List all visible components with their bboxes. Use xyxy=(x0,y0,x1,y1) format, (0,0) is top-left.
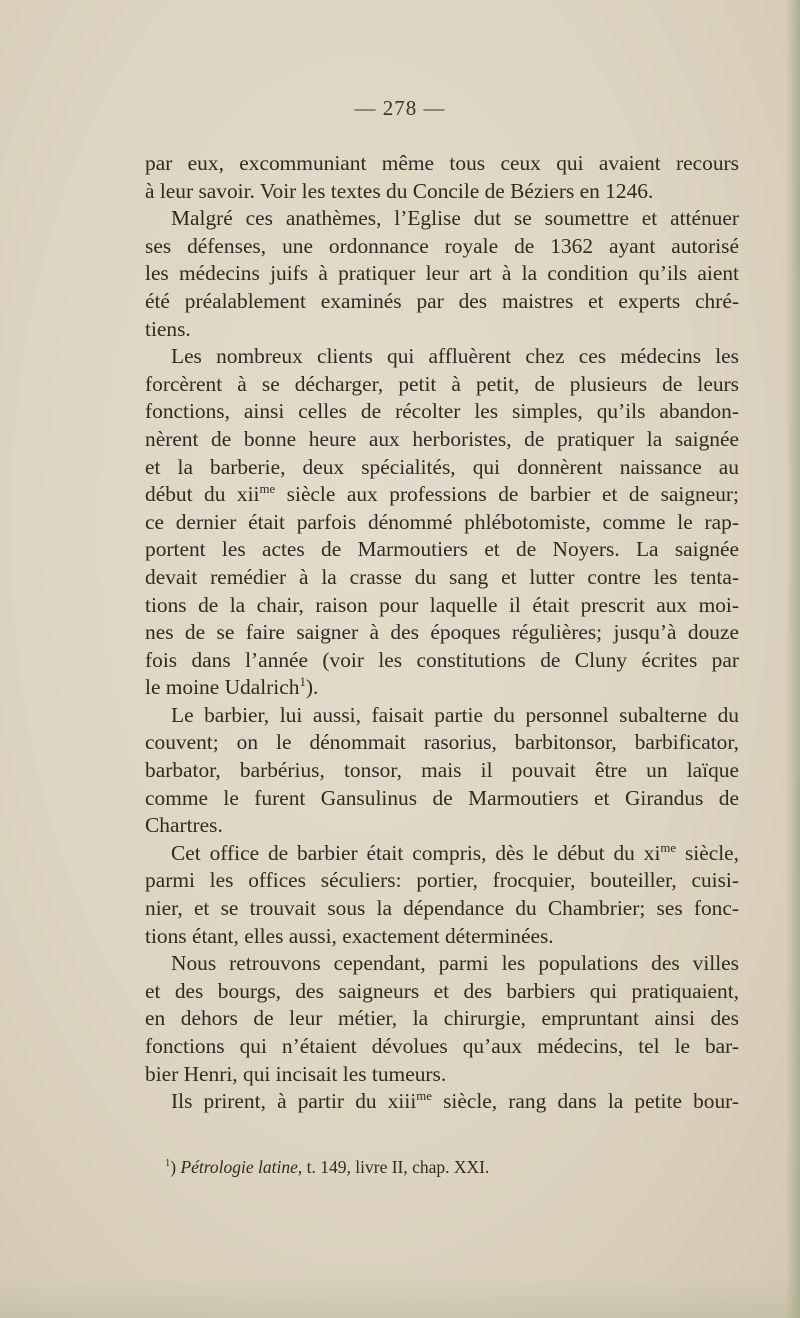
line-text: ce dernier était parfois dénommé phlébotomiste, comme le rap- xyxy=(145,509,739,534)
footnote-title: Pétrologie latine xyxy=(180,1157,298,1177)
text-line xyxy=(145,205,739,233)
superscript: me xyxy=(259,482,276,496)
line-text: couvent; on le dénommait rasorius, barbitonsor, barbificator, xyxy=(145,730,739,755)
text-line xyxy=(145,536,739,564)
text-line xyxy=(145,178,739,206)
page-number: — 278 — xyxy=(354,96,446,120)
line-text: Chartres. xyxy=(145,813,223,838)
line-text: Le barbier, lui aussi, faisait partie du personnel subalterne du xyxy=(171,702,739,727)
line-text: et des bourgs, des saigneurs et des barbiers qui pratiquaient, xyxy=(145,978,739,1003)
line-text: début du xii xyxy=(145,482,260,507)
line-text: en dehors de leur métier, la chirurgie, empruntant ainsi des xyxy=(145,1006,739,1031)
text-line xyxy=(145,509,739,537)
line-text: parmi les offices séculiers: portier, frocquier, bouteiller, cuisi- xyxy=(145,868,739,893)
text-line xyxy=(145,840,739,868)
footnote-marker: 1 xyxy=(165,1158,171,1170)
text-line xyxy=(145,702,739,730)
text-line xyxy=(145,481,739,509)
line-text: Les nombreux clients qui affluèrent chez ces médecins les xyxy=(171,344,739,369)
line-text: nèrent de bonne heure aux herboristes, de pratiquer la saignée xyxy=(145,426,739,451)
text-line xyxy=(145,1061,739,1089)
text-line xyxy=(145,895,739,923)
line-text: nes de se faire saigner à des époques régulières; jusqu’à douze xyxy=(145,620,739,645)
line-text: et la barberie, deux spécialités, qui donnèrent naissance au xyxy=(145,454,739,479)
page-edge-shadow xyxy=(786,0,800,1318)
line-text: les médecins juifs à pratiquer leur art à la condition qu’ils aient xyxy=(145,261,739,286)
text-line xyxy=(145,950,739,978)
text-line xyxy=(145,426,739,454)
text-line xyxy=(145,812,739,840)
text-line xyxy=(145,619,739,647)
footnote-paren: ) xyxy=(170,1157,177,1177)
line-text: nier, et se trouvait sous la dépendance du Chambrier; ses fonc- xyxy=(145,896,739,921)
text-line xyxy=(145,288,739,316)
footnote xyxy=(165,1157,489,1178)
text-line xyxy=(145,371,739,399)
text-line xyxy=(145,757,739,785)
line-text: Ils prirent, à partir du xiii xyxy=(171,1089,417,1114)
body-text xyxy=(145,150,739,1116)
text-line xyxy=(145,729,739,757)
text-line xyxy=(145,150,739,178)
text-line xyxy=(145,398,739,426)
line-text: tions de la chair, raison pour laquelle il était prescrit aux moi- xyxy=(145,592,739,617)
line-text: ses défenses, une ordonnance royale de 1362 ayant autorisé xyxy=(145,233,739,258)
line-text-after: siècle aux professions de barbier et de saigneur; xyxy=(275,482,739,507)
line-text: Malgré ces anathèmes, l’Eglise dut se soumettre et atténuer xyxy=(171,206,739,231)
text-line xyxy=(145,978,739,1006)
text-line xyxy=(145,1005,739,1033)
line-text: à leur savoir. Voir les textes du Concile de Béziers en 1246. xyxy=(145,178,654,203)
text-line xyxy=(145,316,739,344)
text-line xyxy=(145,785,739,813)
line-text-after: siècle, xyxy=(676,840,740,865)
line-text: tions étant, elles aussi, exactement déterminées. xyxy=(145,923,554,948)
line-text: par eux, excommuniant même tous ceux qui avaient recours xyxy=(145,151,739,175)
line-text-after: siècle, rang dans la petite bour- xyxy=(431,1089,740,1114)
text-line xyxy=(145,260,739,288)
line-text: tiens. xyxy=(145,316,191,341)
superscript: 1 xyxy=(299,675,306,690)
text-line xyxy=(145,674,739,702)
text-line xyxy=(145,343,739,371)
line-text: barbator, barbérius, tonsor, mais il pouvait être un laïque xyxy=(145,758,739,783)
text-line xyxy=(145,454,739,482)
line-text: comme le furent Gansulinus de Marmoutiers et Girandus de xyxy=(145,785,739,810)
footnote-rest: , t. 149, livre II, chap. XXI. xyxy=(297,1157,490,1177)
text-line xyxy=(145,1088,739,1116)
page-bottom-shadow xyxy=(0,1278,800,1318)
line-text: portent les actes de Marmoutiers et de Noyers. La saignée xyxy=(145,537,739,562)
line-text: fonctions qui n’étaient dévolues qu’aux médecins, tel le bar- xyxy=(145,1034,739,1058)
line-text: Cet office de barbier était compris, dès le début du xi xyxy=(171,840,661,865)
text-line xyxy=(145,647,739,675)
line-text-after: ). xyxy=(305,675,319,700)
line-text: le moine Udalrich xyxy=(145,675,300,700)
superscript: me xyxy=(416,1089,432,1104)
line-text: été préalablement examinés par des maistres et experts chré- xyxy=(145,288,739,313)
superscript: me xyxy=(660,840,677,855)
line-text: fonctions, ainsi celles de récolter les simples, qu’ils abandon- xyxy=(145,399,739,424)
text-line xyxy=(145,592,739,620)
line-text: Nous retrouvons cependant, parmi les populations des villes xyxy=(171,951,739,976)
line-text: devait remédier à la crasse du sang et lutter contre les tenta- xyxy=(145,564,739,589)
line-text: fois dans l’année (voir les constitutions de Cluny écrites par xyxy=(145,647,739,672)
text-line xyxy=(145,233,739,261)
text-line xyxy=(145,867,739,895)
text-line xyxy=(145,564,739,592)
text-line xyxy=(145,1033,739,1061)
line-text: bier Henri, qui incisait les tumeurs. xyxy=(145,1061,447,1086)
line-text: forcèrent à se décharger, petit à petit, de plusieurs de leurs xyxy=(145,371,739,396)
text-line xyxy=(145,923,739,951)
